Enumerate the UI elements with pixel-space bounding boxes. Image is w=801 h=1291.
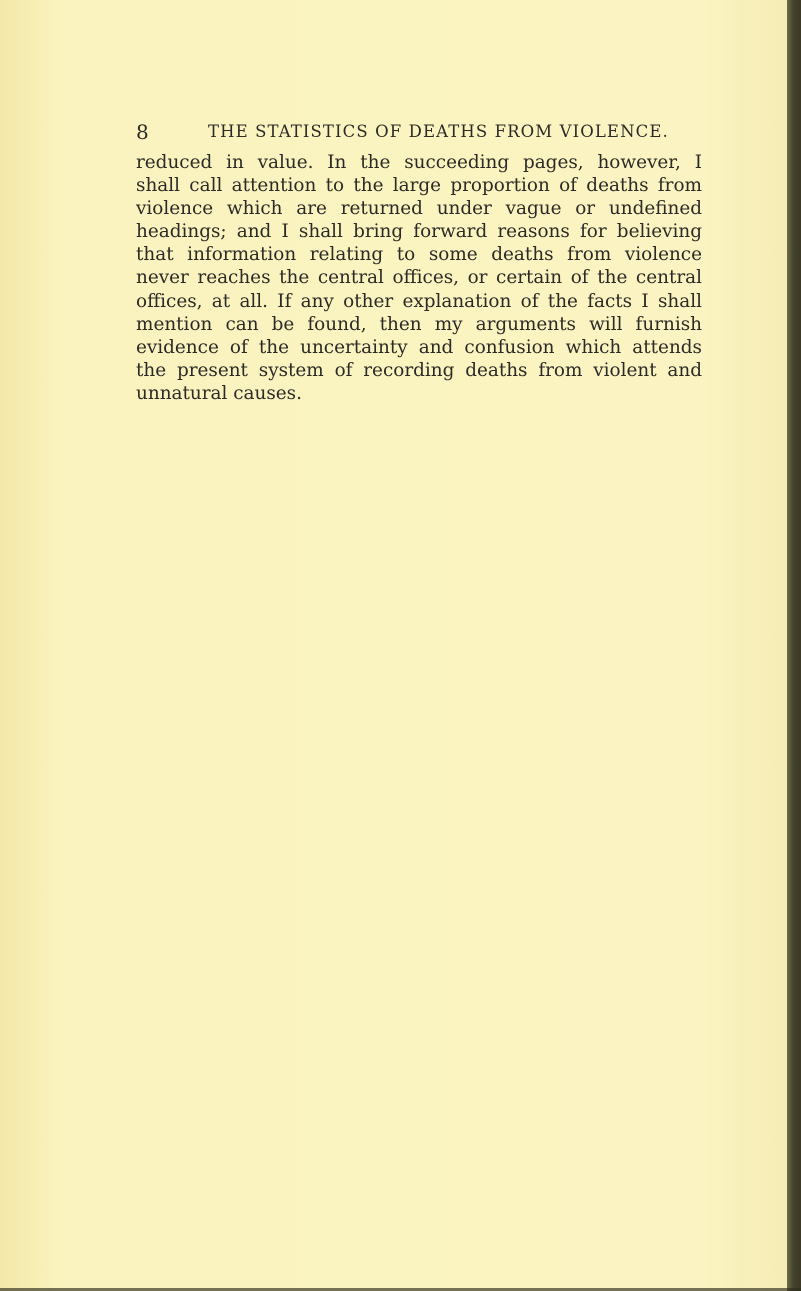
text-line: unnatural causes.	[136, 382, 302, 404]
text-line: shall call attention to the large proportion of deaths from	[136, 175, 702, 197]
text-line: offices, at all. If any other explanation of the facts I shall	[136, 290, 702, 312]
text-line: that information relating to some deaths from violence	[136, 244, 702, 266]
text-line: headings; and I shall bring forward reasons for believing	[136, 221, 702, 243]
text-line: reduced in value. In the succeeding pages, however, I	[136, 152, 702, 173]
text-line: mention can be found, then my arguments will furnish	[136, 313, 702, 335]
text-line: the present system of recording deaths from violent and	[136, 359, 702, 381]
text-line: never reaches the central offices, or certain of the central	[136, 267, 702, 289]
running-head: THE STATISTICS OF DEATHS FROM VIOLENCE.	[208, 122, 669, 141]
text-line: violence which are returned under vague or undefined	[136, 198, 702, 220]
text-line: evidence of the uncertainty and confusion which attends	[136, 336, 702, 358]
page-edge-shadow	[787, 0, 801, 1291]
page-header	[136, 120, 702, 146]
page-number: 8	[136, 120, 150, 144]
body-paragraph	[136, 151, 702, 405]
